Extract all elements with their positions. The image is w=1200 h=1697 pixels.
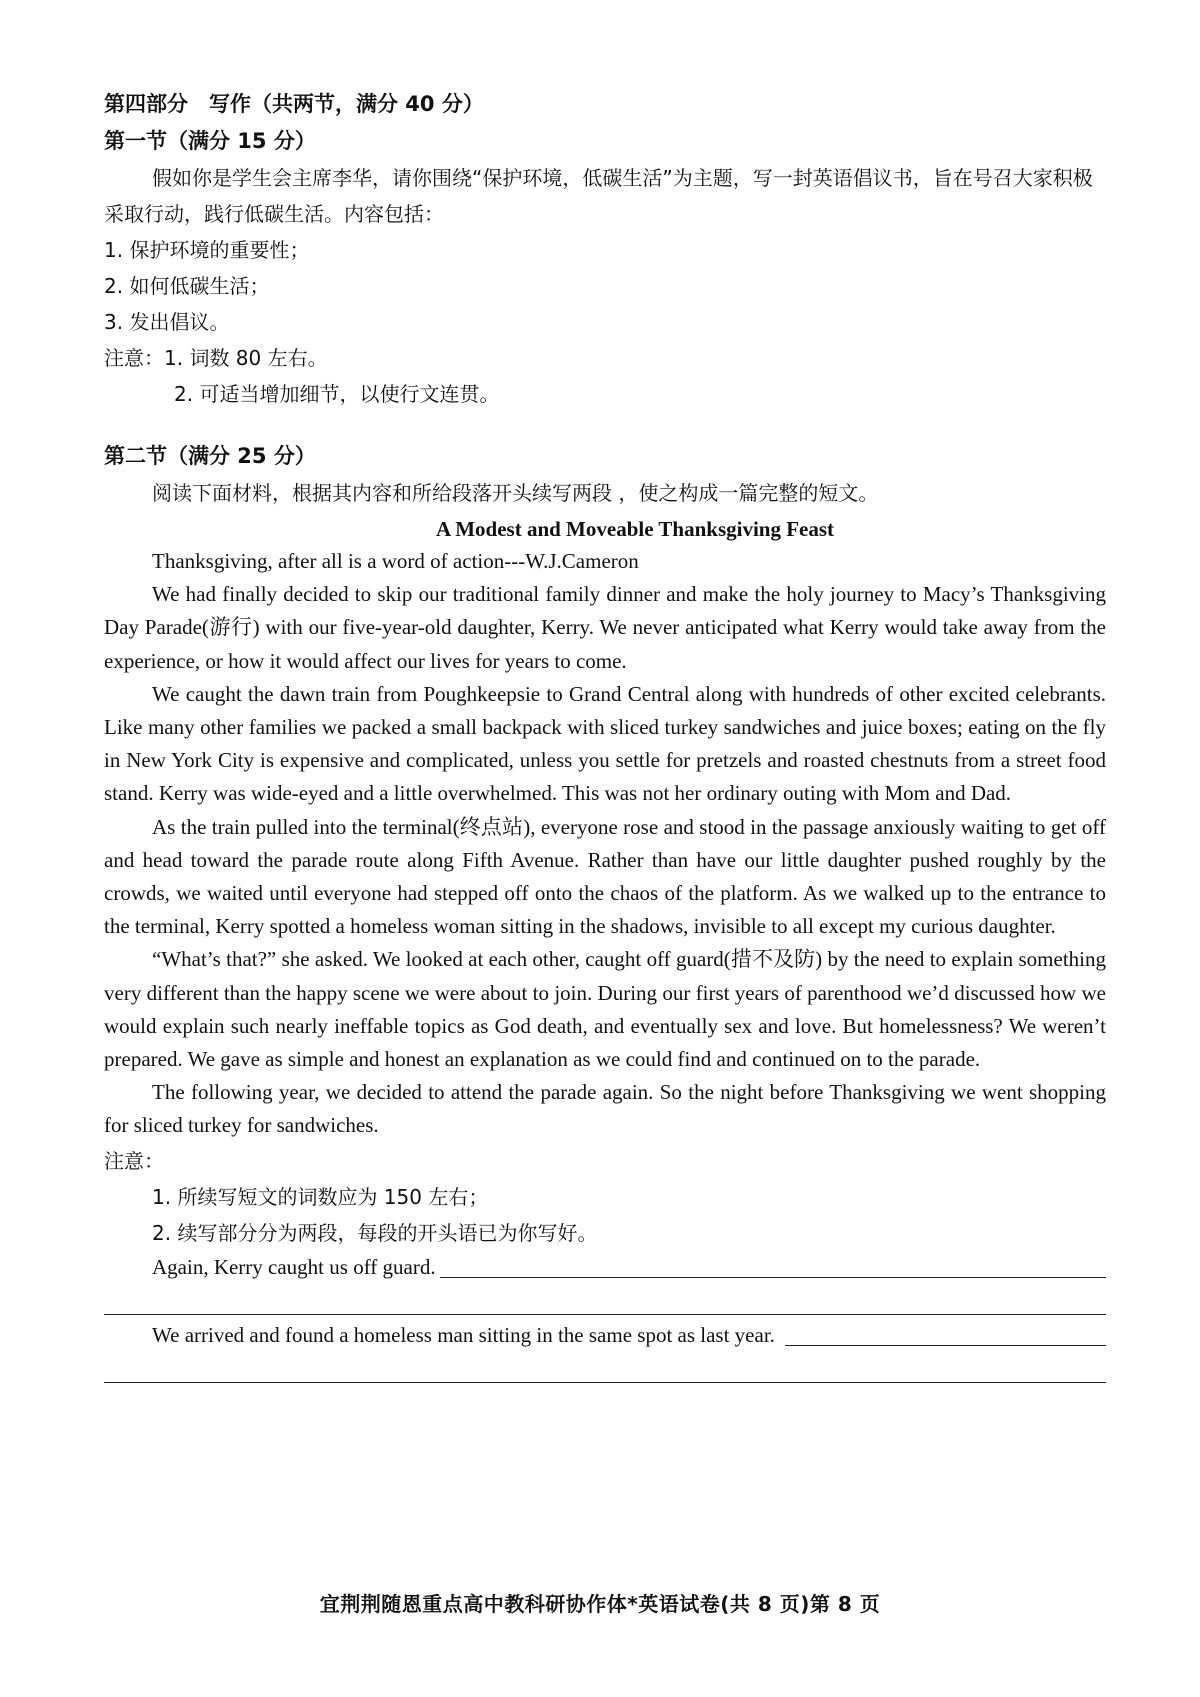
paragraph2-opener: We arrived and found a homeless man sitting in the same spot as last year.	[152, 1322, 775, 1347]
section2-note: 1. 所续写短文的词数应为 150 左右；	[152, 1184, 489, 1209]
passage-paragraph: “What’s that?” she asked. We looked at each other, caught off guard(措不及防) by the need to explain something very different than the happy scene we were about to join. During our first years of parenthood we’d discussed how we would explain such nearly ineffable topics as God death, and eventually sex and love. But homelessness? We weren’t prepared. We gave as simple and honest an explanation as we could find and continued on to the parade.	[104, 947, 1106, 1072]
writing-blank[interactable]	[785, 1344, 1106, 1346]
section2-heading: 第二节（满分 25 分）	[104, 444, 316, 468]
section1-note-row	[104, 340, 1106, 376]
section2-instruction: 阅读下面材料，根据其内容和所给段落开头续写两段 ，使之构成一篇完整的短文。	[152, 481, 879, 505]
passage-epigraph: Thanksgiving, after all is a word of action---W.J.Cameron	[152, 549, 639, 573]
section1-notes-label: 注意：	[104, 346, 164, 370]
section2-notes-label: 注意：	[104, 1148, 164, 1173]
section1-heading: 第一节（满分 15 分）	[104, 129, 316, 153]
passage-paragraph: The following year, we decided to attend the parade again. So the night before Thanksgiving we went shopping for sliced turkey for sandwiches.	[104, 1080, 1106, 1138]
section-2	[104, 438, 1106, 1383]
exam-page	[104, 86, 1106, 1383]
section-1	[104, 123, 1106, 412]
section1-item: 3. 发出倡议。	[104, 310, 230, 334]
section2-note: 2. 续写部分分为两段，每段的开头语已为你写好。	[152, 1220, 598, 1245]
paragraph1-opener: Again, Kerry caught us off guard.	[152, 1254, 436, 1279]
writing-blank[interactable]	[104, 1352, 1106, 1383]
writing-blank[interactable]	[104, 1284, 1106, 1315]
section1-note: 1. 词数 80 左右。	[164, 346, 328, 370]
continuation-paragraph-1	[104, 1251, 1106, 1284]
passage-paragraph: As the train pulled into the terminal(终点站), everyone rose and stood in the passage anxiously waiting to get off and head toward the parade route along Fifth Avenue. Rather than have our little daughter pushed roughly by the crowds, we waited until everyone had stepped off onto the chaos of the platform. As we walked up to the entrance to the terminal, Kerry spotted a homeless woman sitting in the shadows, invisible to all except my curious daughter.	[104, 814, 1106, 939]
passage-paragraph: We had finally decided to skip our traditional family dinner and make the holy journey to Macy’s Thanksgiving Day Parade(游行) with our five-year-old daughter, Kerry. We never anticipated what Kerry would take away from the experience, or how it would affect our lives for years to come.	[104, 582, 1106, 673]
part-heading: 第四部分 写作（共两节，满分 40 分）	[104, 92, 484, 116]
section1-item: 2. 如何低碳生活；	[104, 274, 270, 298]
section1-prompt: 假如你是学生会主席李华，请你围绕“保护环境，低碳生活”为主题，写一封英语倡议书，旨在号召大家积极采取行动，践行低碳生活。内容包括：	[104, 166, 1093, 226]
passage-paragraph: We caught the dawn train from Poughkeepsie to Grand Central along with hundreds of other excited celebrants. Like many other families we packed a small backpack with sliced turkey sandwiches and juice boxes; eating on the fly in New York City is expensive and complicated, unless you settle for pretzels and roasted chestnuts from a street food stand. Kerry was wide-eyed and a little overwhelmed. This was not her ordinary outing with Mom and Dad.	[104, 681, 1106, 806]
section1-item: 1. 保护环境的重要性；	[104, 238, 310, 262]
page-footer: 宜荆荆随恩重点高中教科研协作体*英语试卷(共 8 页)第 8 页	[319, 1592, 881, 1616]
section1-note: 2. 可适当增加细节，以使行文连贯。	[174, 382, 500, 406]
writing-blank[interactable]	[440, 1276, 1106, 1278]
continuation-paragraph-2	[104, 1319, 1106, 1352]
passage-title: A Modest and Moveable Thanksgiving Feast	[435, 517, 835, 541]
